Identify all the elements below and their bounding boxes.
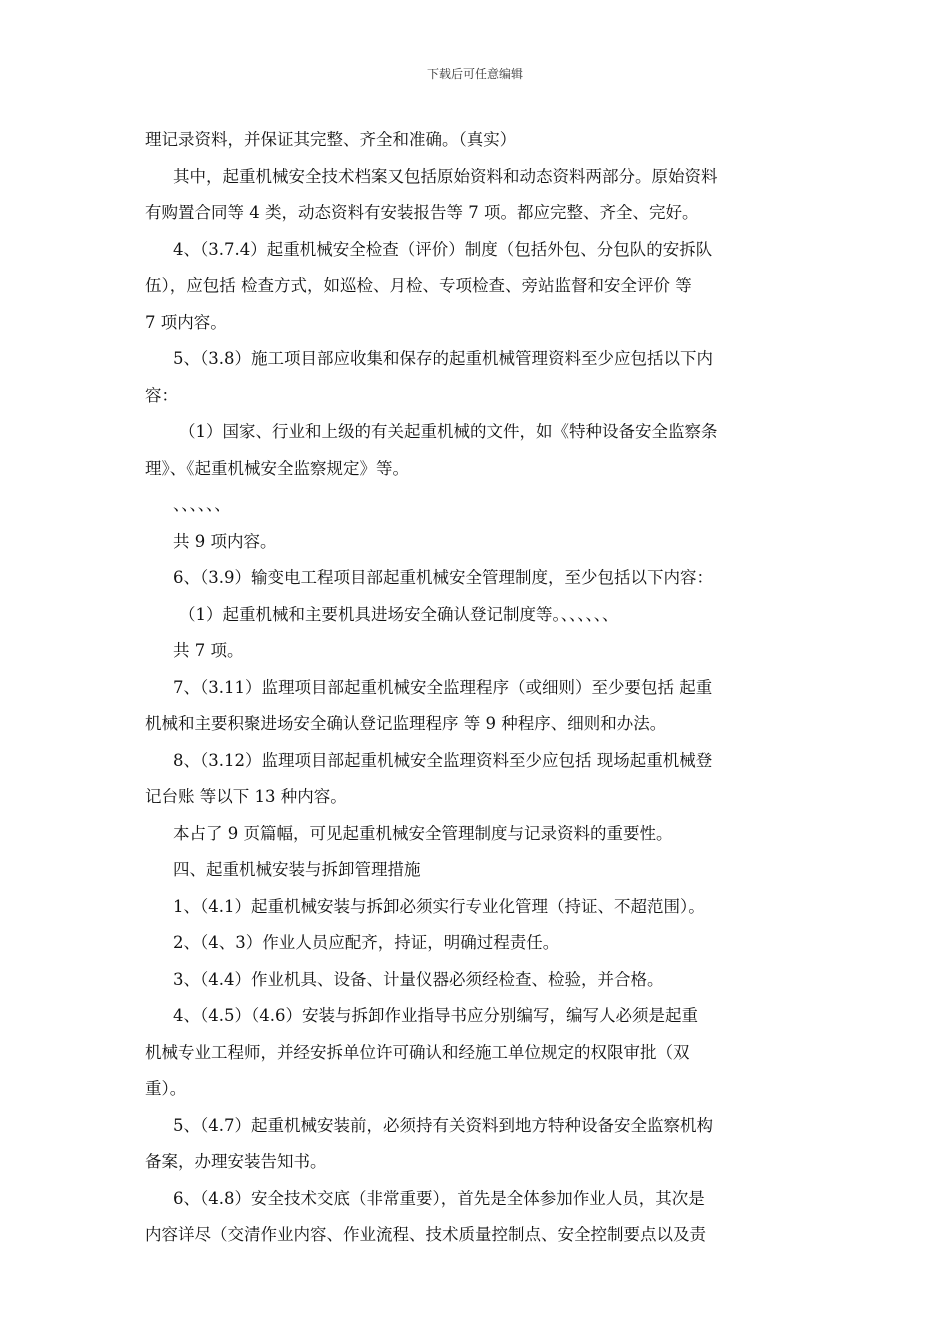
text-line: 、、、、、、 [173,495,231,514]
text-line: 重）。 [145,1079,187,1098]
text-line: 7、（3.11）监理项目部起重机械安全监理程序（或细则）至少要包括 起重 [173,677,713,697]
text-line: 5、（3.8）施工项目部应收集和保存的起重机械管理资料至少应包括以下内 [173,349,713,368]
text-line: （1）国家、行业和上级的有关起重机械的文件，如《特种设备安全监察条 [179,422,718,441]
text-line: 机械和主要积聚进场安全确认登记监理程序 等 9 种程序、细则和办法。 [145,714,667,733]
text-line: 4、（3.7.4）起重机械安全检查（评价）制度（包括外包、分包队的安拆队 [173,239,713,259]
text-line: 6、（4.8）安全技术交底（非常重要），首先是全体参加作业人员，其次是 [173,1188,705,1208]
text-line: 容： [145,385,178,405]
text-line: 备案，办理安装告知书。 [145,1152,327,1171]
text-line: 伍），应包括 检查方式，如巡检、月检、专项检查、旁站监督和安全评价 等 [145,276,692,295]
text-line: 理记录资料，并保证其完整、齐全和准确。（真实） [145,130,517,149]
text-line: 6、（3.9）输变电工程项目部起重机械安全管理制度，至少包括以下内容： [173,568,713,587]
section-heading: 四、起重机械安装与拆卸管理措施 [173,860,421,879]
text-line: 其中，起重机械安全技术档案又包括原始资料和动态资料两部分。原始资料 [173,166,718,186]
text-line: 记台账 等以下 13 种内容。 [145,787,347,806]
text-line: 本占了 9 页篇幅，可见起重机械安全管理制度与记录资料的重要性。 [173,823,673,843]
page-header: 下载后可任意编辑 [426,67,523,81]
document-body [145,122,810,1254]
text-line: 机械专业工程师，并经安拆单位许可确认和经施工单位规定的权限审批（双 [145,1042,690,1062]
text-line: 7 项内容。 [145,312,227,332]
text-line: 1、（4.1）起重机械安装与拆卸必须实行专业化管理（持证、不超范围）。 [173,896,705,916]
text-line: 共 7 项。 [173,641,244,660]
text-line: 5、（4.7）起重机械安装前，必须持有关资料到地方特种设备安全监察机构 [173,1115,713,1135]
text-line: 有购置合同等 4 类，动态资料有安装报告等 7 项。都应完整、齐全、完好。 [145,203,699,222]
text-line: 4、（4.5）（4.6）安装与拆卸作业指导书应分别编写，编写人必须是起重 [173,1006,698,1025]
text-line: 8、（3.12）监理项目部起重机械安全监理资料至少应包括 现场起重机械登 [173,750,713,770]
text-line: 内容详尽（交清作业内容、作业流程、技术质量控制点、安全控制要点以及责 [145,1225,706,1244]
text-line: （1）起重机械和主要机具进场安全确认登记制度等。、、、、、、 [179,604,619,624]
text-line: 共 9 项内容。 [173,531,277,551]
text-line: 2、（4、3）作业人员应配齐，持证，明确过程责任。 [173,933,560,952]
text-line: 理》、《起重机械安全监察规定》等。 [145,458,409,478]
text-line: 3、（4.4）作业机具、设备、计量仪器必须经检查、检验，并合格。 [173,969,664,989]
